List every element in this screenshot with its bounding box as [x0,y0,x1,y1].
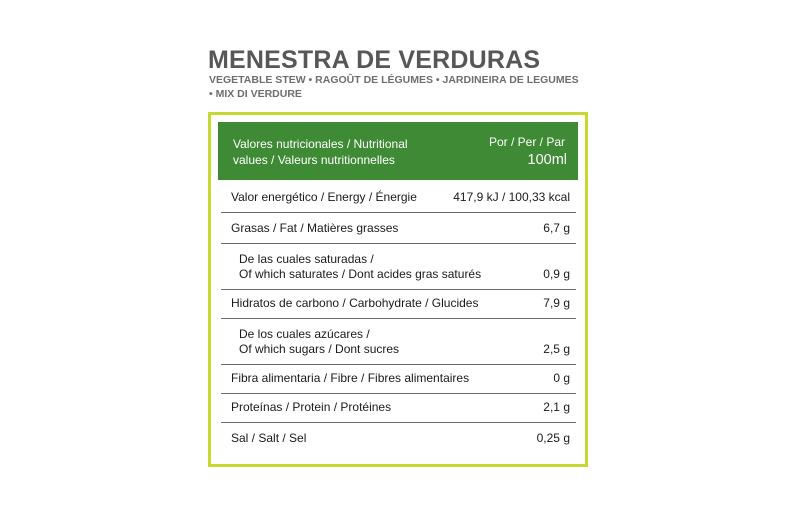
row-protein-value: 2,1 g [543,400,570,414]
row-sugars-label-line1: De los cuales azúcares / [239,327,370,341]
row-sugars-label-line2: Of which sugars / Dont sucres [239,342,400,356]
header-label [233,136,463,168]
row-salt-label-text: Sal / Salt / Sel [231,431,307,445]
row-protein [221,394,576,423]
row-energy-label [231,190,417,205]
header-label-line1: Valores nutricionales / Nutritional [233,137,408,151]
row-fat-label [231,221,398,236]
row-fibre-label [231,371,469,386]
row-protein-label-text: Proteínas / Protein / Protéines [231,400,392,414]
row-protein-label [231,400,391,415]
row-fat-value: 6,7 g [543,221,570,235]
row-fat [221,213,576,244]
row-fibre-value: 0 g [553,371,570,385]
row-salt-label [231,431,306,446]
row-salt-value: 0,25 g [536,431,570,445]
product-title: MENESTRA DE VERDURAS [208,46,541,74]
row-carbohydrate-label-text: Hidratos de carbono / Carbohydrate / Glucides [231,296,479,310]
row-fibre-label-text: Fibra alimentaria / Fibre / Fibres alimentaires [231,371,470,385]
row-saturates-label-line2: Of which saturates / Dont acides gras saturés [239,267,482,281]
row-energy-value: 417,9 kJ / 100,33 kcal [453,190,570,204]
row-salt [221,423,576,453]
row-saturates-value: 0,9 g [543,267,570,281]
row-sugars [221,319,576,365]
row-sugars-value: 2,5 g [543,342,570,356]
header-label-line2: values / Valeurs nutritionnelles [233,153,395,167]
row-sugars-label [239,327,399,357]
row-energy [221,180,576,213]
product-subtitle: VEGETABLE STEW • RAGOÛT DE LÉGUMES • JARDINEIRA DE LEGUMES • MIX DI VERDURE [209,74,579,100]
row-saturates-label [239,252,481,282]
row-carbohydrate [221,290,576,319]
header-amount: 100ml [527,152,567,168]
row-energy-label-text: Valor energético / Energy / Énergie [231,190,417,204]
row-saturates [221,244,576,290]
nutrition-table [208,112,588,467]
row-carbohydrate-label [231,296,478,311]
row-fibre [221,365,576,394]
header-per-label: Por / Per / Par [488,135,565,149]
row-fat-label-text: Grasas / Fat / Matières grasses [231,221,399,235]
row-saturates-label-line1: De las cuales saturadas / [239,252,374,266]
table-header [218,122,578,180]
row-carbohydrate-value: 7,9 g [543,296,570,310]
